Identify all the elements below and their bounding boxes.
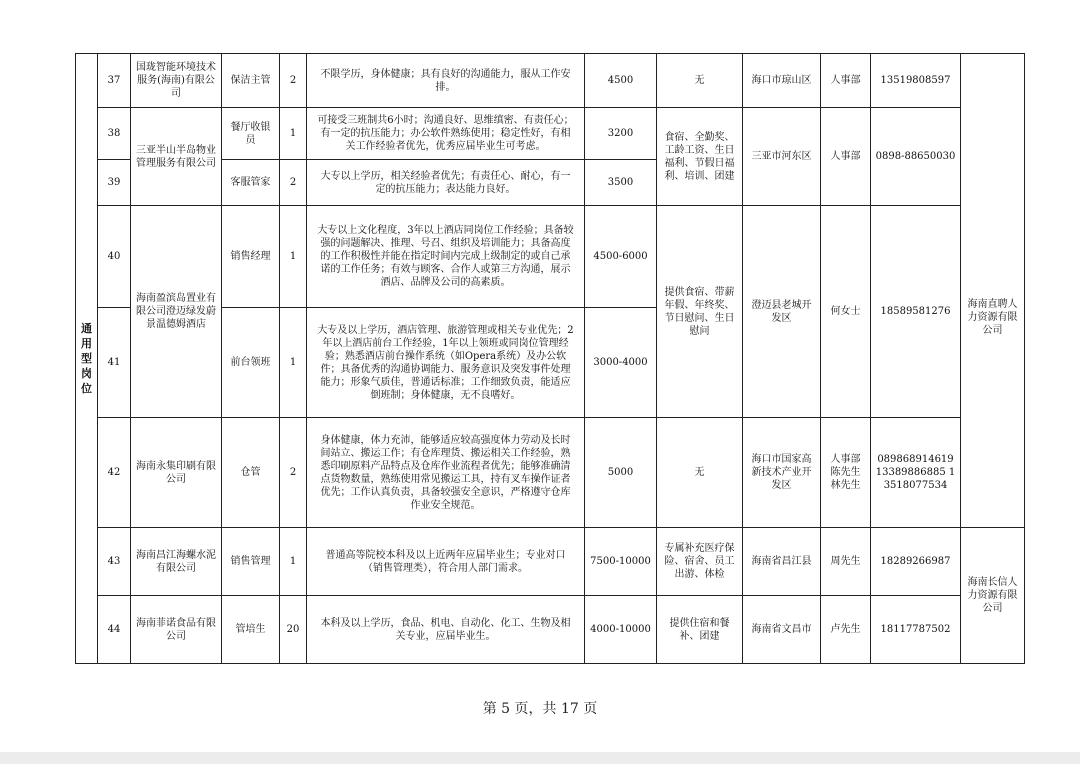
category-cell: [76, 54, 98, 664]
company-name: 海南菲诺食品有限公司: [131, 596, 222, 664]
contact-phone: 089868914619 13389886885 13518077534: [871, 418, 961, 528]
work-location: 澄迈县老城开发区: [743, 206, 821, 418]
salary: 3500: [585, 160, 657, 206]
benefits: 无: [657, 54, 743, 108]
company-name: 海南永集印刷有限公司: [131, 418, 222, 528]
headcount: 1: [280, 108, 307, 160]
headcount: 2: [280, 160, 307, 206]
contact-phone: 18589581276: [871, 206, 961, 418]
salary: 5000: [585, 418, 657, 528]
table-row: [76, 206, 1025, 308]
salary: 3200: [585, 108, 657, 160]
headcount: 1: [280, 528, 307, 596]
contact-phone: 0898-88650030: [871, 108, 961, 206]
work-location: 海南省昌江县: [743, 528, 821, 596]
salary: 4500-6000: [585, 206, 657, 308]
benefits: 食宿、全勤奖、工龄工资、生日福利、节假日福利、培训、团建: [657, 108, 743, 206]
table-row: [76, 54, 1025, 108]
benefits: 提供食宿、带薪年假、年终奖、节日慰问、生日慰问: [657, 206, 743, 418]
salary: 4000-10000: [585, 596, 657, 664]
contact-person: 卢先生: [821, 596, 871, 664]
benefits: 无: [657, 418, 743, 528]
position-name: 保洁主管: [222, 54, 280, 108]
row-number: 42: [98, 418, 131, 528]
row-number: 41: [98, 308, 131, 418]
requirements: 大专以上学历，相关经验者优先；有责任心、耐心，有一定的抗压能力；表达能力良好。: [307, 160, 585, 206]
row-number: 38: [98, 108, 131, 160]
position-name: 管培生: [222, 596, 280, 664]
benefits: 专属补充医疗保险、宿舍、员工出游、体检: [657, 528, 743, 596]
benefits: 提供住宿和餐补、团建: [657, 596, 743, 664]
requirements: 大专及以上学历，酒店管理、旅游管理或相关专业优先；2年以上酒店前台工作经验，1年以上领班或同岗位管理经验；熟悉酒店前台操作系统（如Opera系统）及办公软件；具备优秀的沟通协调能力、服务意识及突发事件处理能力；形象气质佳，普通话标准；工作细致负责，能适应倒班制；身体健康，无不良嗜好。: [307, 308, 585, 418]
table-row: [76, 528, 1025, 596]
headcount: 1: [280, 308, 307, 418]
work-location: 海口市琼山区: [743, 54, 821, 108]
row-number: 43: [98, 528, 131, 596]
requirements: 可接受三班制共6小时；沟通良好、思维缜密、有责任心；有一定的抗压能力；办公软件熟练使用；稳定性好，有相关工作经验者优先，优秀应届毕业生可考虑。: [307, 108, 585, 160]
category-label: 通用型岗位: [81, 322, 92, 395]
company-name: 海南盈滨岛置业有限公司澄迈绿发蔚景温德姆酒店: [131, 206, 222, 418]
requirements: 普通高等院校本科及以上近两年应届毕业生；专业对口（销售管理类），符合用人部门需求。: [307, 528, 585, 596]
position-name: 销售经理: [222, 206, 280, 308]
table-row: [76, 108, 1025, 160]
position-name: 仓管: [222, 418, 280, 528]
position-name: 销售管理: [222, 528, 280, 596]
table-row: [76, 418, 1025, 528]
contact-phone: 13519808597: [871, 54, 961, 108]
requirements: 不限学历，身体健康；具有良好的沟通能力，服从工作安排。: [307, 54, 585, 108]
agency-blank: [961, 54, 1025, 108]
headcount: 2: [280, 418, 307, 528]
contact-person: 何女士: [821, 206, 871, 418]
requirements: 大专以上文化程度，3年以上酒店同岗位工作经验；具备较强的问题解决、推理、号召、组织及培训能力；具备高度的工作积极性并能在指定时间内完成上级制定的或自己承诺的工作任务；有效与顾客、合作人或第三方沟通，展示酒店、品牌及公司的高素质。: [307, 206, 585, 308]
headcount: 2: [280, 54, 307, 108]
company-name: 三亚半山半岛物业管理服务有限公司: [131, 108, 222, 206]
position-name: 餐厅收银员: [222, 108, 280, 160]
job-table: [75, 53, 1025, 664]
page-number: 第 5 页，共 17 页: [482, 701, 598, 717]
row-number: 44: [98, 596, 131, 664]
work-location: 海口市国家高新技术产业开发区: [743, 418, 821, 528]
headcount: 20: [280, 596, 307, 664]
row-number: 40: [98, 206, 131, 308]
work-location: 海南省文昌市: [743, 596, 821, 664]
contact-person: 人事部: [821, 108, 871, 206]
contact-person: 周先生: [821, 528, 871, 596]
salary: 4500: [585, 54, 657, 108]
position-name: 前台领班: [222, 308, 280, 418]
page-edge-shadow: [0, 752, 1080, 764]
company-name: 国珑智能环境技术服务(海南)有限公司: [131, 54, 222, 108]
contact-phone: 18117787502: [871, 596, 961, 664]
salary: 3000-4000: [585, 308, 657, 418]
salary: 7500-10000: [585, 528, 657, 596]
contact-phone: 18289266987: [871, 528, 961, 596]
contact-person: 人事部: [821, 54, 871, 108]
agency-name: 海南长信人力资源有限公司: [961, 528, 1025, 664]
work-location: 三亚市河东区: [743, 108, 821, 206]
agency-name: 海南直聘人力资源有限公司: [961, 108, 1025, 528]
row-number: 37: [98, 54, 131, 108]
company-name: 海南昌江海螺水泥有限公司: [131, 528, 222, 596]
contact-person: 人事部 陈先生 林先生: [821, 418, 871, 528]
requirements: 身体健康，体力充沛，能够适应较高强度体力劳动及长时间站立、搬运工作；有仓库理货、搬运相关工作经验，熟悉印刷原料产品特点及仓库作业流程者优先；能够准确清点货物数量，熟练使用常见搬运工具，持有叉车操作证者优先；工作认真负责，具备较强安全意识，严格遵守仓库作业安全规范。: [307, 418, 585, 528]
headcount: 1: [280, 206, 307, 308]
table-row: [76, 596, 1025, 664]
requirements: 本科及以上学历，食品、机电、自动化、化工、生物及相关专业，应届毕业生。: [307, 596, 585, 664]
row-number: 39: [98, 160, 131, 206]
position-name: 客服管家: [222, 160, 280, 206]
